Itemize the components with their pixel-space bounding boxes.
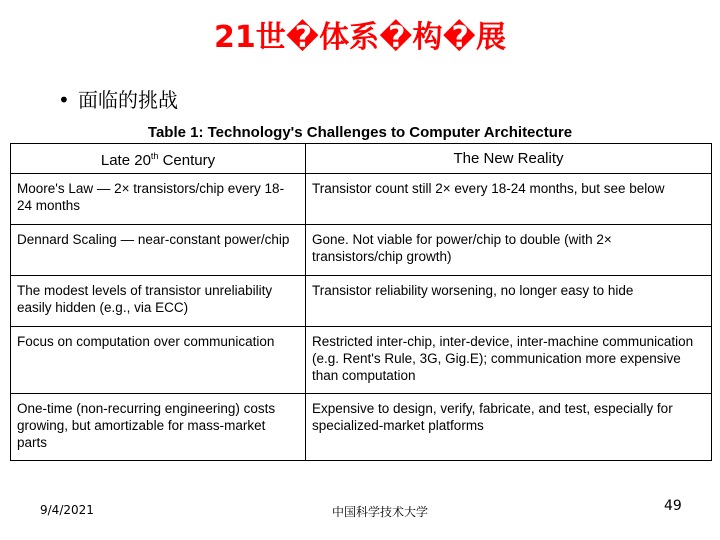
footer-organization: 中国科学技术大学 — [331, 505, 428, 519]
cell-new-reality: Expensive to design, verify, fabricate, and test, especially for specialized-market platforms — [306, 394, 712, 461]
cell-late-20th: The modest levels of transistor unreliability easily hidden (e.g., via ECC) — [11, 276, 306, 327]
bullet-marker: • — [58, 88, 70, 112]
table-row — [11, 225, 712, 276]
challenges-table — [10, 143, 712, 461]
cell-late-20th: Dennard Scaling — near-constant power/chip — [11, 225, 306, 276]
cell-late-20th: Moore's Law — 2× transistors/chip every 18-24 months — [11, 174, 306, 225]
cell-new-reality: Transistor reliability worsening, no longer easy to hide — [306, 276, 712, 327]
cell-new-reality: Transistor count still 2× every 18-24 months, but see below — [306, 174, 712, 225]
table-header-row — [11, 144, 712, 174]
bullet-item — [58, 86, 178, 114]
cell-new-reality: Restricted inter-chip, inter-device, inter-machine communication (e.g. Rent's Rule, 3G, Gig.E); communication more expensive than computation — [306, 327, 712, 394]
cell-new-reality: Gone. Not viable for power/chip to double (with 2× transistors/chip growth) — [306, 225, 712, 276]
footer-date: 9/4/2021 — [40, 503, 94, 517]
bullet-text: 面临的挑战 — [78, 88, 178, 112]
slide-title: 21世�体系�构�展 — [214, 20, 506, 55]
cell-late-20th: One-time (non-recurring engineering) costs growing, but amortizable for mass-market parts — [11, 394, 306, 461]
table-caption: Table 1: Technology's Challenges to Computer Architecture — [147, 124, 573, 141]
table-row — [11, 394, 712, 461]
header-new-reality: The New Reality — [306, 144, 712, 174]
table-row — [11, 174, 712, 225]
header-late-20th-century: Late 20th Century — [11, 144, 306, 174]
page-number: 49 — [664, 498, 682, 514]
table-row — [11, 327, 712, 394]
table-row — [11, 276, 712, 327]
cell-late-20th: Focus on computation over communication — [11, 327, 306, 394]
